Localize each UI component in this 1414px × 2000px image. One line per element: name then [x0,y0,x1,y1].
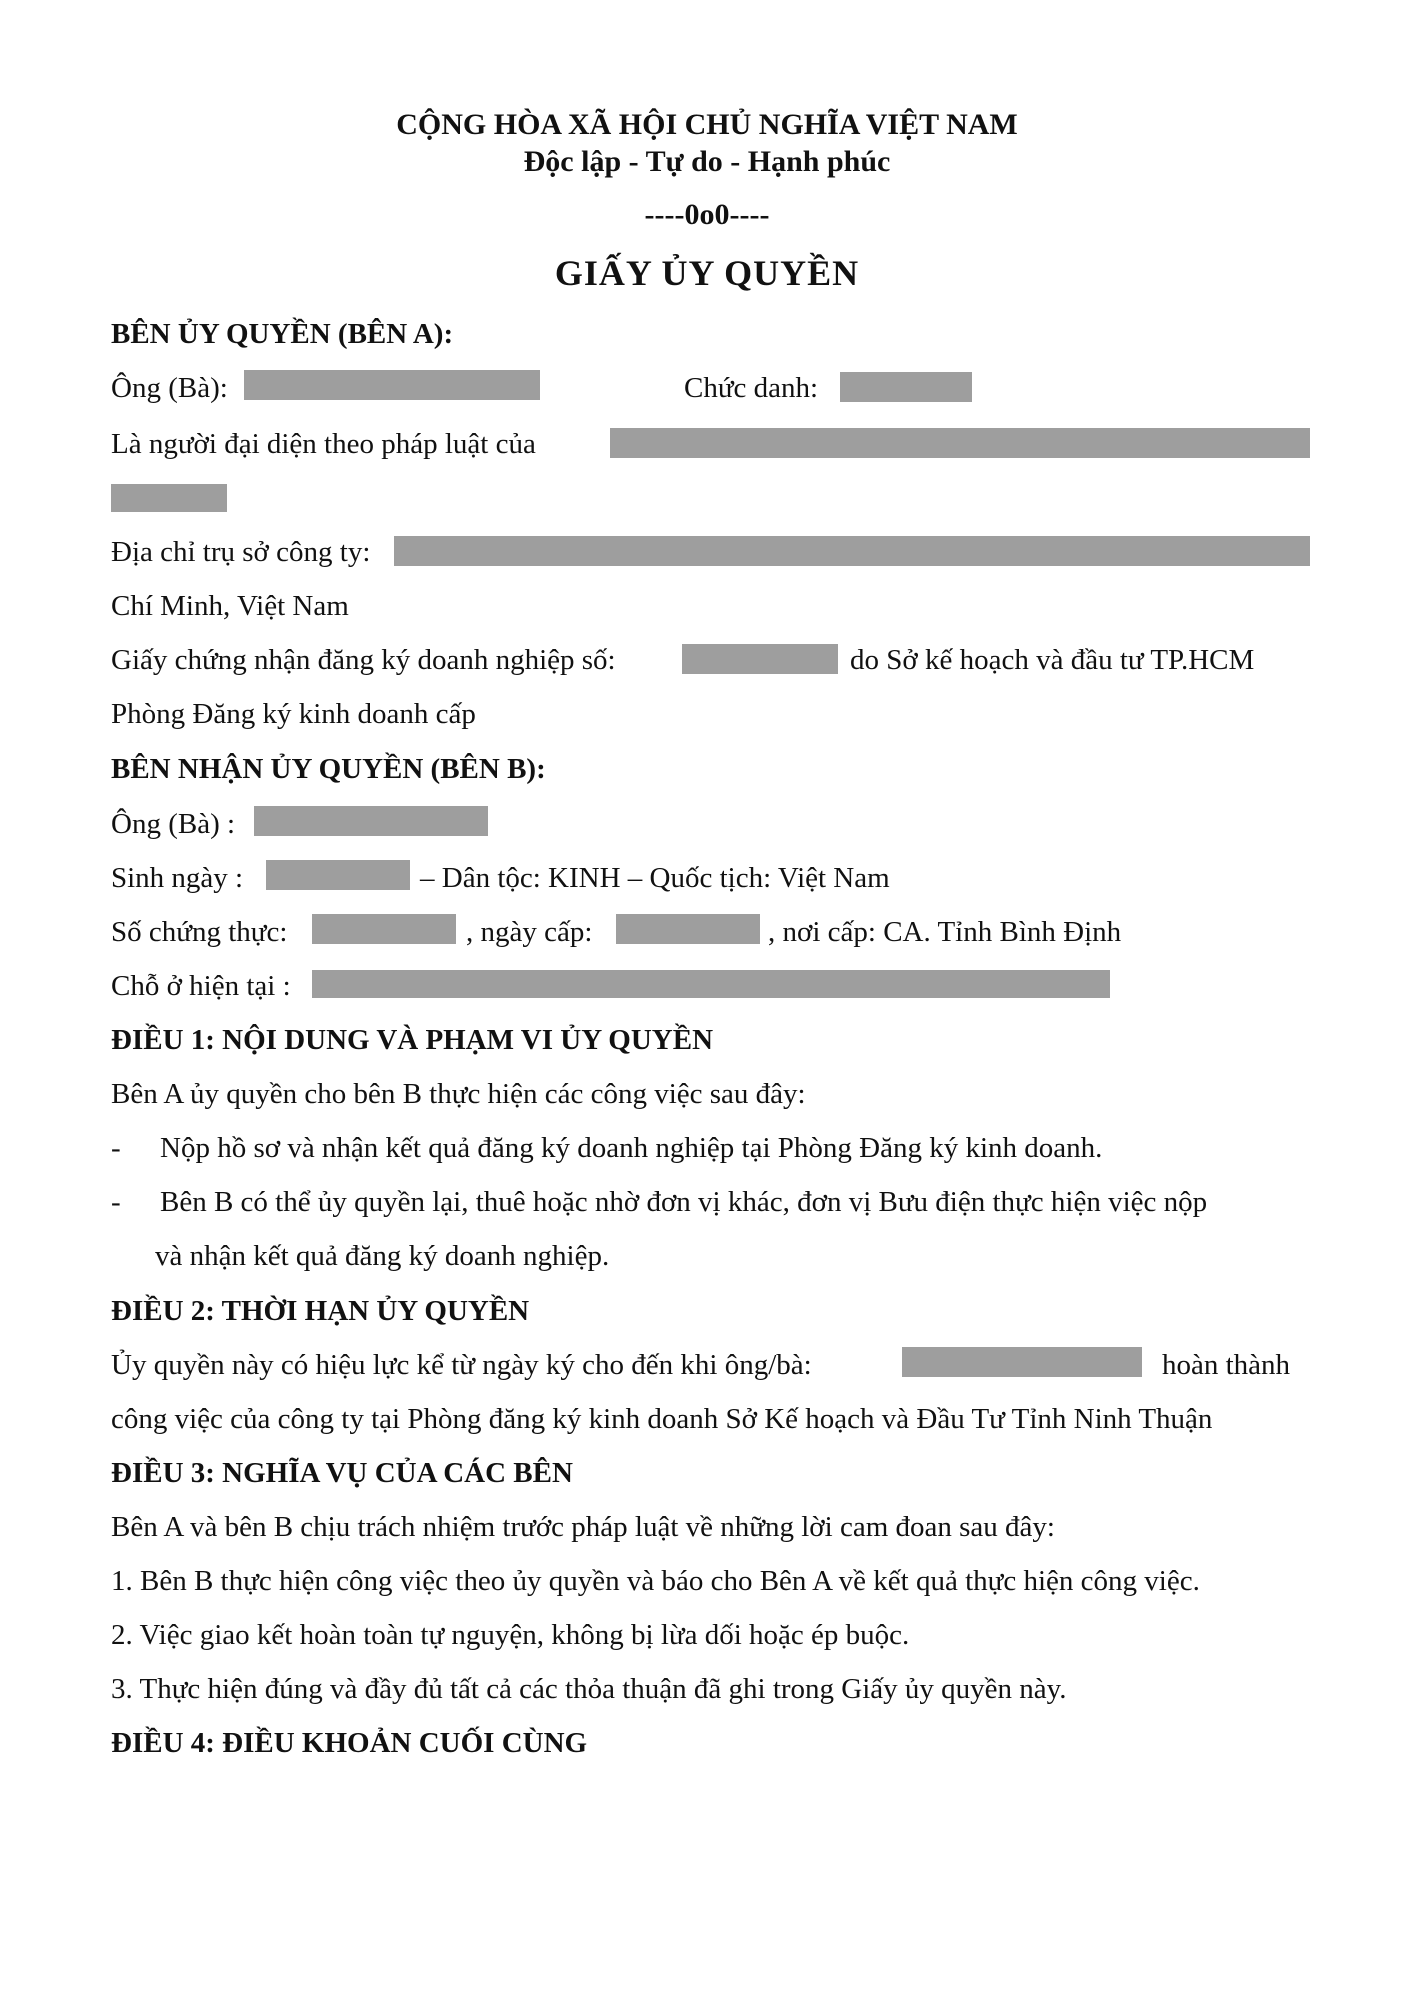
article-3-heading: ĐIỀU 3: NGHĨA VỤ CỦA CÁC BÊN [111,1457,573,1489]
article-1-bullet-1: - [111,1132,121,1164]
party-a-address-label: Địa chỉ trụ sở công ty: [111,536,371,568]
article-2-heading: ĐIỀU 2: THỜI HẠN ỦY QUYỀN [111,1295,530,1327]
article-2-line-1-end: hoàn thành [1162,1349,1291,1381]
party-b-residence-label: Chỗ ở hiện tại : [111,970,291,1002]
redaction-company-address [394,536,1310,566]
article-1-intro: Bên A ủy quyền cho bên B thực hiện các công việc sau đây: [111,1078,806,1110]
party-b-issue-place: , nơi cấp: CA. Tỉnh Bình Định [768,916,1122,948]
party-b-ethnicity-nationality: – Dân tộc: KINH – Quốc tịch: Việt Nam [420,862,890,894]
article-1-bullet-2: - [111,1186,121,1218]
party-a-rep-label: Là người đại diện theo pháp luật của [111,428,536,460]
business-cert-label: Giấy chứng nhận đăng ký doanh nghiệp số: [111,644,616,676]
article-3-item-1: 1. Bên B thực hiện công việc theo ủy quyền và báo cho Bên A về kết quả thực hiện công việc. [111,1565,1200,1597]
party-a-heading: BÊN ỦY QUYỀN (BÊN A): [111,318,454,350]
separator: ----0o0---- [644,198,770,231]
nation-header: CỘNG HÒA XÃ HỘI CHỦ NGHĨA VIỆT NAM [396,108,1018,141]
redaction-party-b-issue-date [616,914,760,944]
article-3-item-3: 3. Thực hiện đúng và đầy đủ tất cả các thỏa thuận đã ghi trong Giấy ủy quyền này. [111,1673,1067,1705]
article-4-heading: ĐIỀU 4: ĐIỀU KHOẢN CUỐI CÙNG [111,1727,588,1759]
redaction-party-a-name [244,370,540,400]
party-b-dob-label: Sinh ngày : [111,862,244,894]
article-1-item-2-line-1: Bên B có thể ủy quyền lại, thuê hoặc nhờ đơn vị khác, đơn vị Bưu điện thực hiện việc nộp [160,1186,1208,1218]
business-cert-issuer: do Sở kế hoạch và đầu tư TP.HCM [850,644,1255,676]
redaction-article-2-name [902,1347,1142,1377]
redaction-company-name [610,428,1310,458]
article-3-intro: Bên A và bên B chịu trách nhiệm trước pháp luật về những lời cam đoan sau đây: [111,1511,1055,1543]
article-2-line-2: công việc của công ty tại Phòng đăng ký kinh doanh Sở Kế hoạch và Đầu Tư Tỉnh Ninh Thuận [111,1403,1213,1435]
party-b-id-label: Số chứng thực: [111,916,288,948]
redaction-party-b-name [254,806,488,836]
article-1-heading: ĐIỀU 1: NỘI DUNG VÀ PHẠM VI ỦY QUYỀN [111,1024,714,1056]
party-a-position-label: Chức danh: [684,372,819,404]
business-cert-issuer-line2: Phòng Đăng ký kinh doanh cấp [111,698,476,730]
document-title: GIẤY ỦY QUYỀN [554,253,860,293]
party-b-name-label: Ông (Bà) : [111,808,236,840]
party-a-name-label: Ông (Bà): [111,372,228,404]
redaction-business-cert-number [682,644,838,674]
redaction-party-b-id [312,914,456,944]
redaction-company-name-cont [111,484,227,512]
redaction-party-b-dob [266,860,410,890]
party-b-issue-date-label: , ngày cấp: [466,916,593,948]
article-3-item-2: 2. Việc giao kết hoàn toàn tự nguyện, không bị lừa dối hoặc ép buộc. [111,1619,910,1651]
article-1-item-1: Nộp hồ sơ và nhận kết quả đăng ký doanh nghiệp tại Phòng Đăng ký kinh doanh. [160,1132,1103,1164]
party-b-heading: BÊN NHẬN ỦY QUYỀN (BÊN B): [111,753,546,785]
article-2-line-1-start: Ủy quyền này có hiệu lực kể từ ngày ký cho đến khi ông/bà: [111,1349,812,1381]
redaction-party-b-residence [312,970,1110,998]
redaction-party-a-position [840,372,972,402]
party-a-address-end: Chí Minh, Việt Nam [111,590,349,622]
motto: Độc lập - Tự do - Hạnh phúc [523,145,891,178]
article-1-item-2-line-2: và nhận kết quả đăng ký doanh nghiệp. [155,1240,610,1272]
